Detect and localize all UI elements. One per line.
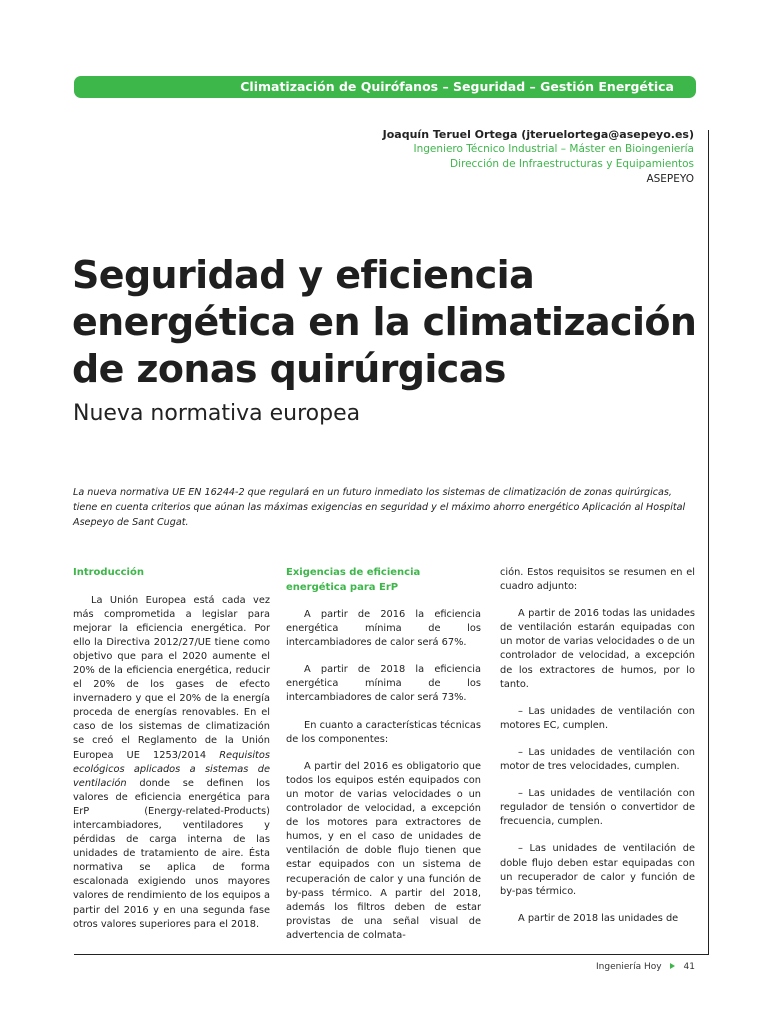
article-abstract: La nueva normativa UE EN 16244-2 que regulará en un futuro inmediato los sistemas de climatización de zonas quirúrgicas, tiene en cuenta criterios que aúnan las máximas exigencias en seguridad y el máximo ahorro energético Aplicación al Hospital Asepeyo de Sant Cugat.	[73, 487, 686, 528]
paragraph: A partir del 2016 es obligatorio que todos los equipos estén equipados con un motor de varias velocidades o un controlador de velocidad, a excepción de los motores para extractores de humos, y en el caso de unidades de ventilación de doble flujo tienen que estar equipados con un sistema de recuperación de calor y una función de by-pass térmico. A partir del 2018, además los filtros deben de estar provistas de una señal visual de advertencia de colmata-	[286, 760, 481, 941]
paragraph-text: La Unión Europea está cada vez más comprometida a legislar para mejorar la eficiencia energética. Por ello la Directiva 2012/27/UE tiene como objetivo que para el 2020 aumente el 20% de la eficiencia energética, reducir el 20% de los gases de efecto invernadero y que el 20% de la energía proceda de energías renovables. En el caso de los sistemas de climatización se creó el Reglamento de la Unión Europea UE 1253/2014	[73, 594, 270, 761]
article-subtitle: Nueva normativa europea	[73, 401, 361, 426]
paragraph: En cuanto a características técnicas de los componentes:	[286, 719, 481, 745]
paragraph: A partir de 2018 la eficiencia energética mínima de los intercambiadores de calor será 73%.	[286, 664, 481, 704]
triangle-arrow-icon	[670, 963, 675, 969]
author-organization: ASEPEYO	[646, 173, 694, 185]
section-banner	[74, 76, 696, 98]
page-footer	[596, 962, 695, 972]
section-heading-exigencias: Exigencias de eficiencia energética para ErP	[286, 567, 421, 593]
paragraph: ción. Estos requisitos se resumen en el cuadro adjunto:	[500, 567, 695, 593]
column-2	[286, 566, 481, 943]
footer-rule	[74, 954, 709, 955]
vertical-rule	[708, 130, 709, 955]
section-heading-introduccion: Introducción	[73, 567, 144, 578]
paragraph: – Las unidades de ventilación de doble flujo deben estar equipadas con un recuperador de calor y función de by-pas térmico.	[500, 843, 695, 897]
page-number: 41	[683, 962, 695, 972]
author-role: Ingeniero Técnico Industrial – Máster en Bioingeniería	[413, 143, 694, 155]
paragraph: A partir de 2016 la eficiencia energética mínima de los intercambiadores de calor será 67%.	[286, 609, 481, 649]
paragraph	[73, 594, 270, 932]
author-department: Dirección de Infraestructuras y Equipamientos	[449, 158, 694, 170]
column-3	[500, 566, 695, 926]
regulation-title: Requisitos ecológicos aplicados a sistemas de ventilación	[73, 749, 270, 789]
column-1	[73, 566, 270, 932]
paragraph: – Las unidades de ventilación con regulador de tensión o convertidor de frecuencia, cumplen.	[500, 788, 695, 828]
article-title: Seguridad y eficiencia energética en la climatización de zonas quirúrgicas	[72, 253, 697, 391]
paragraph: A partir de 2018 las unidades de	[518, 912, 679, 924]
paragraph: – Las unidades de ventilación con motor de tres velocidades, cumplen.	[500, 746, 695, 773]
paragraph: A partir de 2016 todas las unidades de ventilación estarán equipadas con un motor de varias velocidades o de un controlador de velocidad, a excepción de los extractores de humos, por lo tanto.	[500, 608, 695, 690]
publication-name: Ingeniería Hoy	[596, 962, 662, 972]
paragraph: – Las unidades de ventilación con motores EC, cumplen.	[500, 705, 695, 731]
paragraph-text: donde se definen los valores de eficiencia energética para ErP (Energy-related-Products) intercambiadores, ventiladores y pérdidas de carga interna de las unidades de tratamiento de aire. Ésta normativa se aplica de forma escalonada exigiendo unos mayores valores de rendimiento de los equipos a partir del 2016 y en una segunda fase otros valores superiores para el 2018.	[73, 777, 270, 930]
author-block	[274, 127, 694, 187]
banner-text: Climatización de Quirófanos – Seguridad – Gestión Energética	[240, 79, 674, 94]
author-name: Joaquín Teruel Ortega (jteruelortega@asepeyo.es)	[382, 128, 694, 141]
